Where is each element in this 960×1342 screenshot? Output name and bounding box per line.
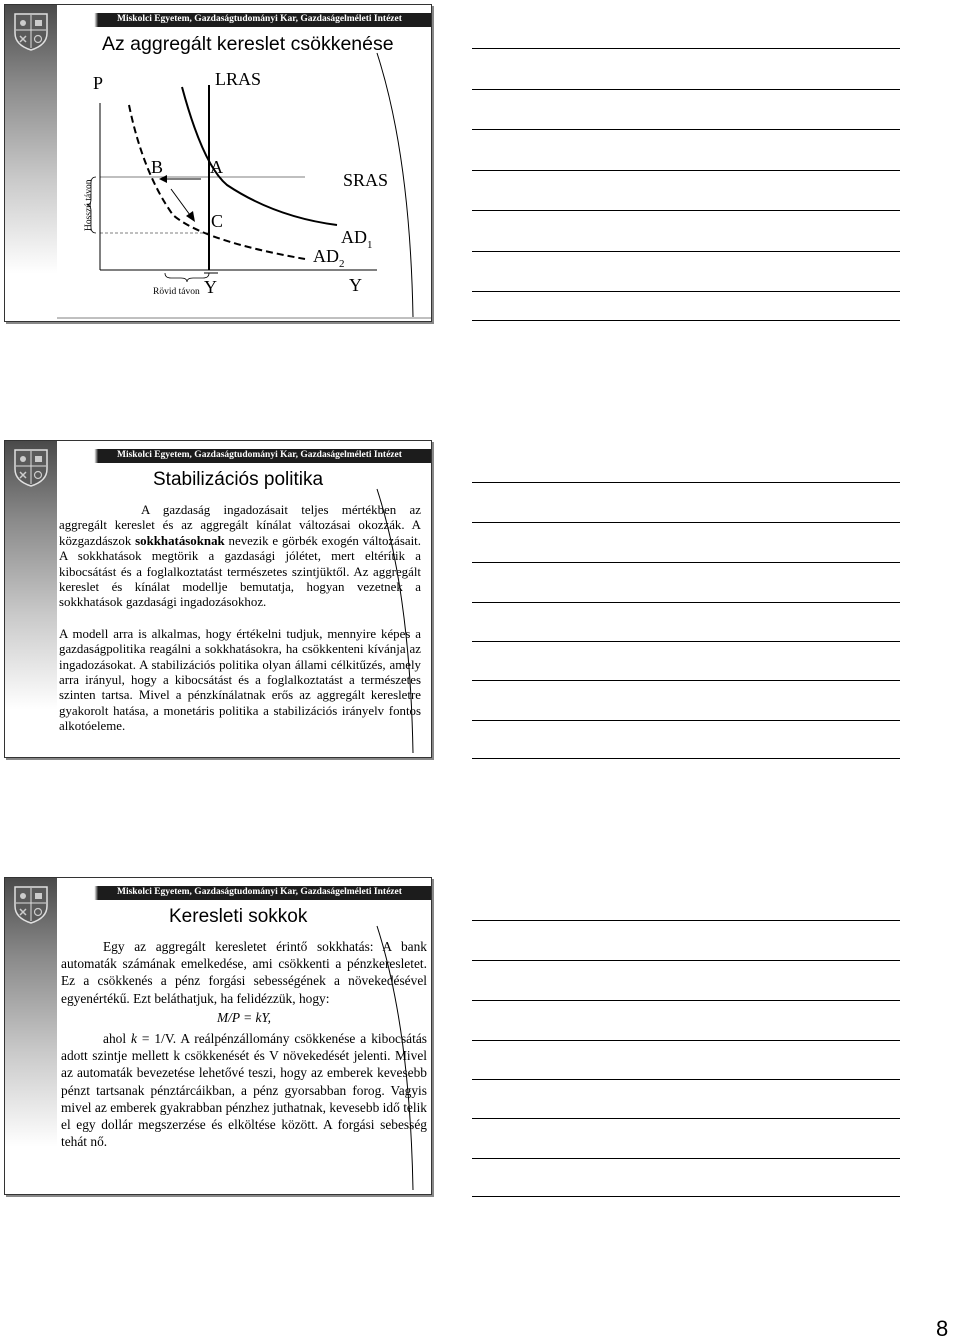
label-sras: SRAS	[343, 170, 389, 190]
ad1-curve	[182, 87, 337, 225]
note-line	[472, 920, 900, 921]
demand-shock-text	[61, 938, 427, 1150]
header-text: Miskolci Egyetem, Gazdaságtudományi Kar, Gazdaságelméleti Intézet	[117, 450, 402, 460]
note-line	[472, 680, 900, 681]
note-line	[472, 720, 900, 721]
label-a: A	[210, 157, 223, 177]
label-ad2: $AD_2$	[313, 246, 345, 270]
note-line	[472, 1079, 900, 1080]
page-number: 8	[936, 1316, 949, 1341]
label-lras: LRAS	[215, 69, 262, 89]
money-equation: M/P = kY,	[216, 1009, 272, 1025]
arrow-b-to-c	[171, 189, 190, 215]
note-line	[472, 482, 900, 483]
paragraph-atm: Egy az aggregált keresletet érintő sokkhatás: A bank automaták számának emelkedése, ami csökkenti a pénzkeresletet. Ez a csökkenés a pénz forgási sebességének a növekedésével egyenértékű. Ezt beláthatjuk, ha felidézzük, hogy:	[61, 939, 427, 1006]
note-line	[472, 251, 900, 252]
paragraph-policy: A modell arra is alkalmas, hogy értékelni tudjuk, mennyire képes a gazdaságpolitika reagálni a sokkhatásokra, ha csökkenteni kívánja az ingadozásokat. A stabilizációs politika olyan állami célkitűzés, amely arra irányul, hogy a kibocsátást és a foglalkoztatást a természetes szinten tartsa. Mivel a pénzkínálatnak erős az aggregált keresletre gyakorolt hatása, a monetáris politika a stabilizációs irányelv fontos alkotóeleme.	[59, 626, 421, 734]
label-ybar: Y	[204, 277, 217, 297]
header-text: Miskolci Egyetem, Gazdaságtudományi Kar, Gazdaságelméleti Intézet	[117, 14, 402, 24]
note-line	[472, 522, 900, 523]
label-b: B	[151, 157, 164, 177]
note-line	[472, 129, 900, 130]
ad2-curve	[129, 105, 305, 259]
slide-title: Az aggregált kereslet csökkenése	[102, 33, 394, 55]
note-line	[472, 48, 900, 49]
note-line	[472, 562, 900, 563]
slide-3	[4, 877, 432, 1195]
note-line	[472, 1158, 900, 1159]
note-line	[472, 1040, 900, 1041]
ad-shift-diagram	[5, 5, 431, 321]
label-c: C	[211, 211, 224, 231]
stabilization-text	[59, 503, 421, 735]
label-short-run: Rövid távon	[153, 287, 200, 297]
slide-1	[4, 4, 432, 322]
slide-title: Stabilizációs politika	[153, 469, 324, 490]
label-y: Y	[349, 275, 362, 295]
note-line	[472, 89, 900, 90]
note-line	[472, 1196, 900, 1197]
note-line	[472, 758, 900, 759]
paragraph-shocks: A gazdaság ingadozásait teljes mértékben az aggregált kereslet és az aggregált kínálat változásai okozzák. A közgazdászok sokkhatásoknak nevezik e görbék exogén változásait. A sokkhatások megtörik a gazdasági jólétet, mert eltérítik a kibocsátást és a foglalkoztatást természetes szintjüktől. Az aggregált kereslet és kínálat modellje bemutatja, hogyan vezetnek a sokkhatások gazdasági ingadozásokhoz.	[59, 503, 421, 610]
note-line	[472, 320, 900, 321]
note-line	[472, 291, 900, 292]
note-line	[472, 960, 900, 961]
note-line	[472, 641, 900, 642]
arrow-b-to-c-head	[186, 211, 195, 222]
paragraph-velocity: ahol k = 1/V. A reálpénzállomány csökkenése a kibocsátás adott szintje mellett k csökkenését és V növekedését jelenti. Mivel az automaták bevezetése lehetővé teszi, hogy az emberek kevesebb pénzt tartsanak pénztárcáikban, a pénz gyorsabban forog. Vagyis mivel az emberek gyakrabban pénzhez juthatnak, kevesebb idő telik el egy dollár megszerzése és elköltése között. A forgási sebesség tehát nő.	[61, 1031, 427, 1150]
note-line	[472, 170, 900, 171]
slide-title: Keresleti sokkok	[169, 906, 308, 927]
note-line	[472, 210, 900, 211]
short-run-brace	[165, 273, 209, 282]
header-text: Miskolci Egyetem, Gazdaságtudományi Kar, Gazdaságelméleti Intézet	[117, 887, 402, 897]
label-long-run: Hosszú távon	[84, 179, 94, 231]
label-p: P	[93, 73, 104, 93]
note-line	[472, 602, 900, 603]
label-ad1: $AD_1$	[341, 227, 373, 251]
note-line	[472, 1000, 900, 1001]
slide-2	[4, 440, 432, 758]
note-line	[472, 1118, 900, 1119]
